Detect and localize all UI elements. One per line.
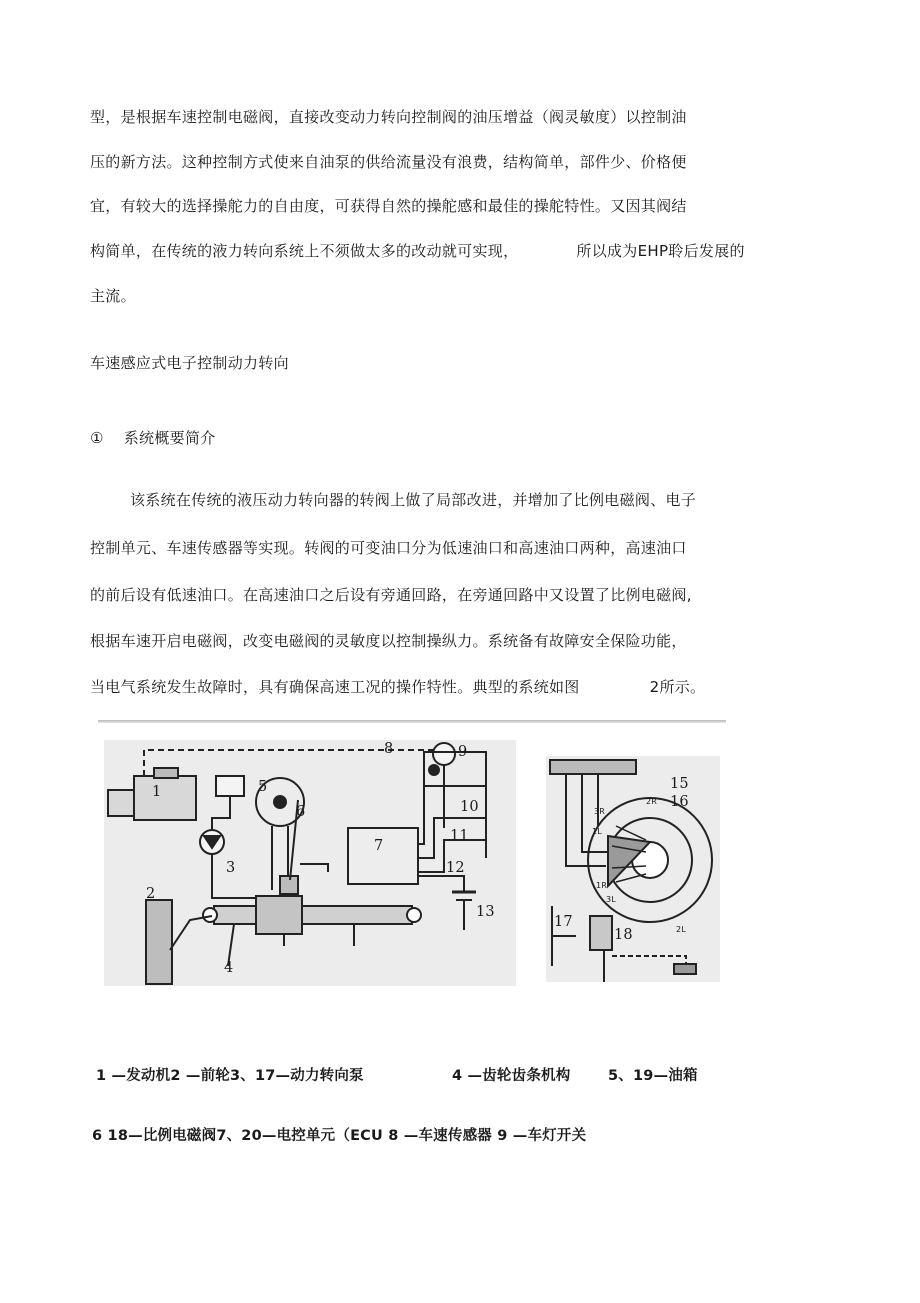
fig-label-7: 7 <box>374 838 384 854</box>
fig-label-2: 2 <box>146 886 156 902</box>
paragraph-1-line-1: 型，是根据车速控制电磁阀，直接改变动力转向控制阀的油压增益（阀灵敏度）以控制油 <box>90 108 687 126</box>
fig-label-3: 3 <box>226 860 236 876</box>
fig-label-1: 1 <box>152 784 162 800</box>
fig-label-17: 17 <box>554 914 573 930</box>
fig-label-10: 10 <box>460 799 479 815</box>
subheading-text: 系统概要简介 <box>123 429 216 447</box>
figure-top-rule <box>98 720 726 723</box>
fig-label-2r: 2R <box>646 797 658 806</box>
fig-label-3r: 3R <box>594 807 606 816</box>
fig-label-15: 15 <box>670 776 689 792</box>
paragraph-1-line-2: 压的新方法。这种控制方式使来自油泵的供给流量没有浪费，结构简单，部件少、价格便 <box>90 153 687 171</box>
fig-label-16: 16 <box>670 794 689 810</box>
subheading-marker: ① <box>90 429 104 447</box>
paragraph-2-line-4: 根据车速开启电磁阀，改变电磁阀的灵敏度以控制操纵力。系统备有故障安全保险功能， <box>90 632 687 650</box>
fig-label-2l: 2L <box>676 925 686 934</box>
figure-valve-diagram <box>546 756 720 982</box>
fig-label-4: 4 <box>224 960 234 976</box>
subheading <box>90 428 216 448</box>
fig-label-6: 6 <box>296 804 306 820</box>
paragraph-1-line-5: 主流。 <box>90 287 136 305</box>
caption-row-1-part-2: 4 —齿轮齿条机构 <box>452 1068 571 1084</box>
paragraph-2-line-1: 该系统在传统的液压动力转向器的转阀上做了局部改进，并增加了比例电磁阀、电子 <box>130 491 697 509</box>
paragraph-2-line-5-head: 当电气系统发生故障时，具有确保高速工况的操作特性。典型的系统如图 <box>90 678 580 696</box>
fig-label-11: 11 <box>450 828 469 844</box>
fig-label-18: 18 <box>614 927 633 943</box>
fig-label-5: 5 <box>258 779 268 795</box>
paragraph-2-line-2: 控制单元、车速传感器等实现。转阀的可变油口分为低速油口和高速油口两种，高速油口 <box>90 539 687 557</box>
fig-label-12: 12 <box>446 860 465 876</box>
fig-label-13: 13 <box>476 904 495 920</box>
fig-label-3l: 3L <box>606 895 616 904</box>
paragraph-1-line-4-head: 构简单，在传统的液力转向系统上不须做太多的改动就可实现， <box>90 242 519 260</box>
paragraph-1-line-4 <box>90 241 745 261</box>
fig-label-8: 8 <box>384 741 394 757</box>
paragraph-2-line-3: 的前后设有低速油口。在高速油口之后设有旁通回路，在旁通回路中又设置了比例电磁阀, <box>90 586 692 604</box>
caption-row-2: 6 18—比例电磁阀7、20—电控单元（ECU 8 —车速传感器 9 —车灯开关 <box>92 1128 587 1144</box>
caption-row-1-part-1: 1 —发动机2 —前轮3、17—动力转向泵 <box>96 1068 364 1084</box>
fig-label-1r: 1R <box>596 881 608 890</box>
paragraph-1-line-4-tail: 所以成为EHP聆后发展的 <box>576 242 745 260</box>
section-heading: 车速感应式电子控制动力转向 <box>90 354 289 372</box>
caption-row-1-part-3: 5、19—油箱 <box>608 1068 698 1084</box>
paragraph-2-line-5-tail: 2所示。 <box>649 678 706 696</box>
fig-label-9: 9 <box>458 744 468 760</box>
paragraph-1-line-3: 宜，有较大的选择操舵力的自由度，可获得自然的操舵感和最佳的操舵特性。又因其阀结 <box>90 197 687 215</box>
fig-label-1l: 1L <box>592 827 602 836</box>
paragraph-2-line-5 <box>90 677 705 697</box>
